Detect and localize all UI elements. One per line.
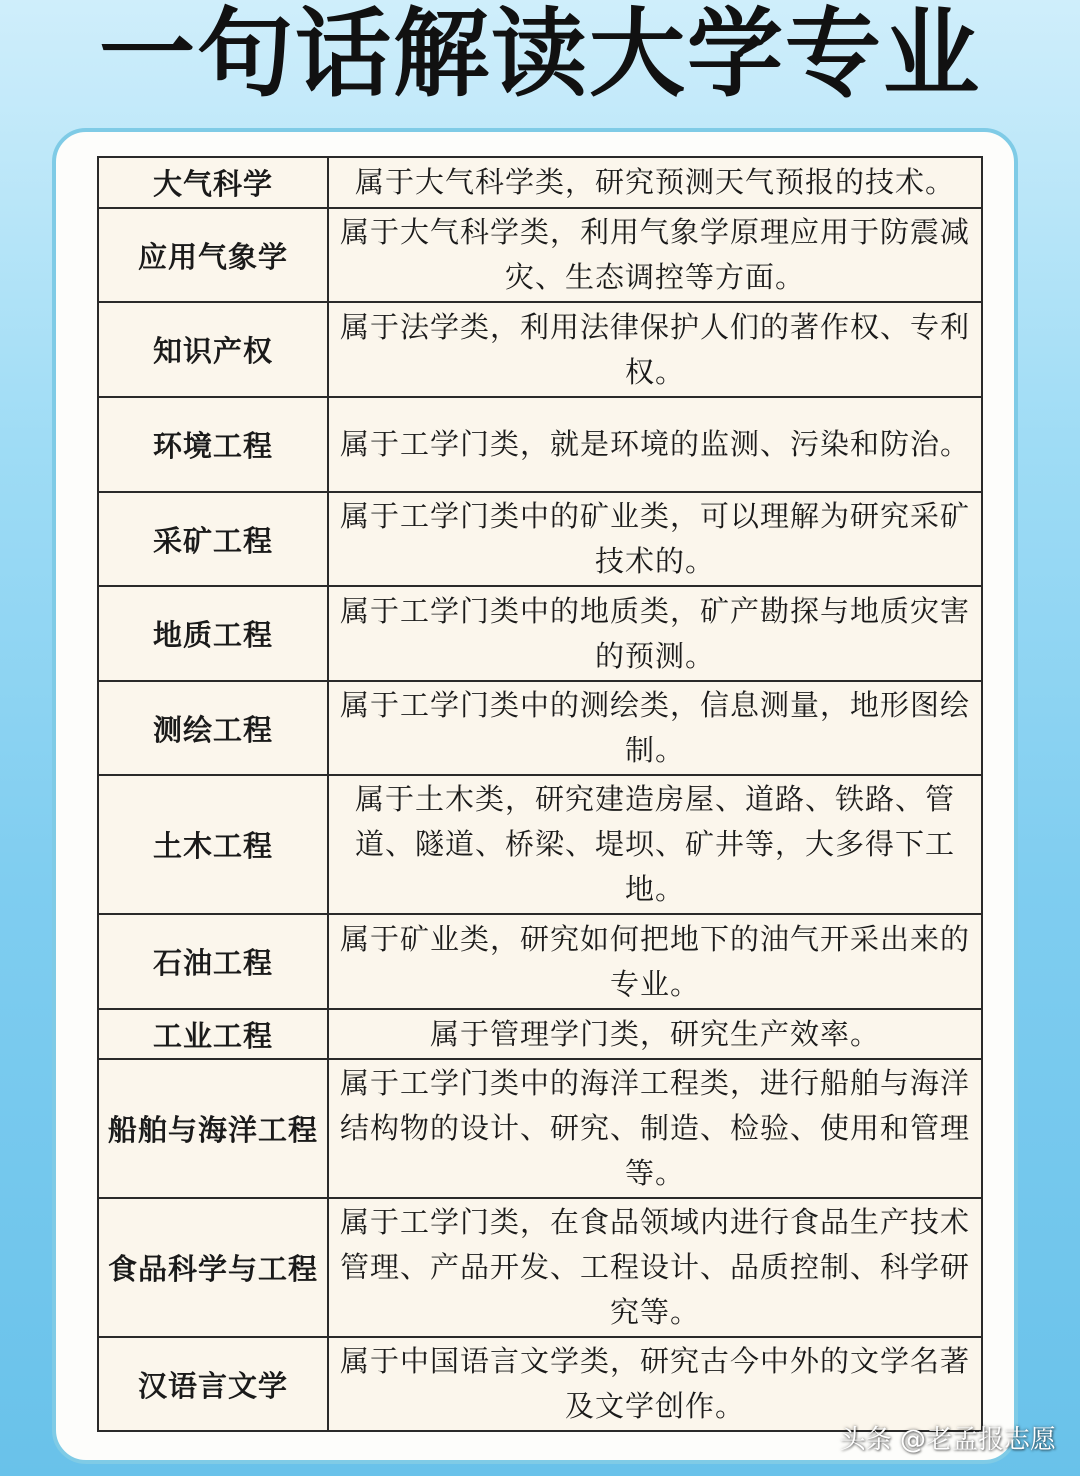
major-description: 属于工学门类，就是环境的监测、污染和防治。 (328, 397, 982, 492)
major-description: 属于大气科学类，研究预测天气预报的技术。 (328, 157, 982, 208)
major-name: 测绘工程 (98, 681, 328, 775)
table-row (98, 492, 982, 586)
table-row (98, 397, 982, 492)
table-row (98, 914, 982, 1009)
major-description: 属于工学门类中的海洋工程类，进行船舶与海洋结构物的设计、研究、制造、检验、使用和管理等。 (328, 1059, 982, 1198)
major-description: 属于法学类，利用法律保护人们的著作权、专利权。 (328, 302, 982, 397)
table-row (98, 1059, 982, 1198)
major-description: 属于管理学门类，研究生产效率。 (328, 1009, 982, 1059)
major-description: 属于工学门类中的矿业类，可以理解为研究采矿技术的。 (328, 492, 982, 586)
table-row (98, 586, 982, 681)
table-row (98, 302, 982, 397)
table-row (98, 681, 982, 775)
major-name: 土木工程 (98, 775, 328, 914)
table-row (98, 775, 982, 914)
table-row (98, 157, 982, 208)
major-description: 属于土木类，研究建造房屋、道路、铁路、管道、隧道、桥梁、堤坝、矿井等，大多得下工地。 (328, 775, 982, 914)
major-name: 地质工程 (98, 586, 328, 681)
major-name: 汉语言文学 (98, 1337, 328, 1431)
major-description: 属于中国语言文学类，研究古今中外的文学名著及文学创作。 (328, 1337, 982, 1431)
major-name: 应用气象学 (98, 208, 328, 302)
table-row (98, 208, 982, 302)
major-description: 属于矿业类，研究如何把地下的油气开采出来的专业。 (328, 914, 982, 1009)
majors-table (97, 156, 983, 1432)
table-row (98, 1337, 982, 1431)
major-name: 船舶与海洋工程 (98, 1059, 328, 1198)
watermark: 头条 @老孟报志愿 (839, 1425, 1056, 1455)
table-row (98, 1198, 982, 1337)
table-row (98, 1009, 982, 1059)
major-description: 属于工学门类，在食品领域内进行食品生产技术管理、产品开发、工程设计、品质控制、科学研究等。 (328, 1198, 982, 1337)
major-description: 属于工学门类中的地质类，矿产勘探与地质灾害的预测。 (328, 586, 982, 681)
major-name: 食品科学与工程 (98, 1198, 328, 1337)
major-name: 知识产权 (98, 302, 328, 397)
major-name: 石油工程 (98, 914, 328, 1009)
major-name: 采矿工程 (98, 492, 328, 586)
page-title: 一句话解读大学专业 (99, 0, 981, 110)
major-name: 环境工程 (98, 397, 328, 492)
major-name: 大气科学 (98, 157, 328, 208)
major-description: 属于工学门类中的测绘类，信息测量，地形图绘制。 (328, 681, 982, 775)
major-description: 属于大气科学类，利用气象学原理应用于防震减灾、生态调控等方面。 (328, 208, 982, 302)
major-name: 工业工程 (98, 1009, 328, 1059)
